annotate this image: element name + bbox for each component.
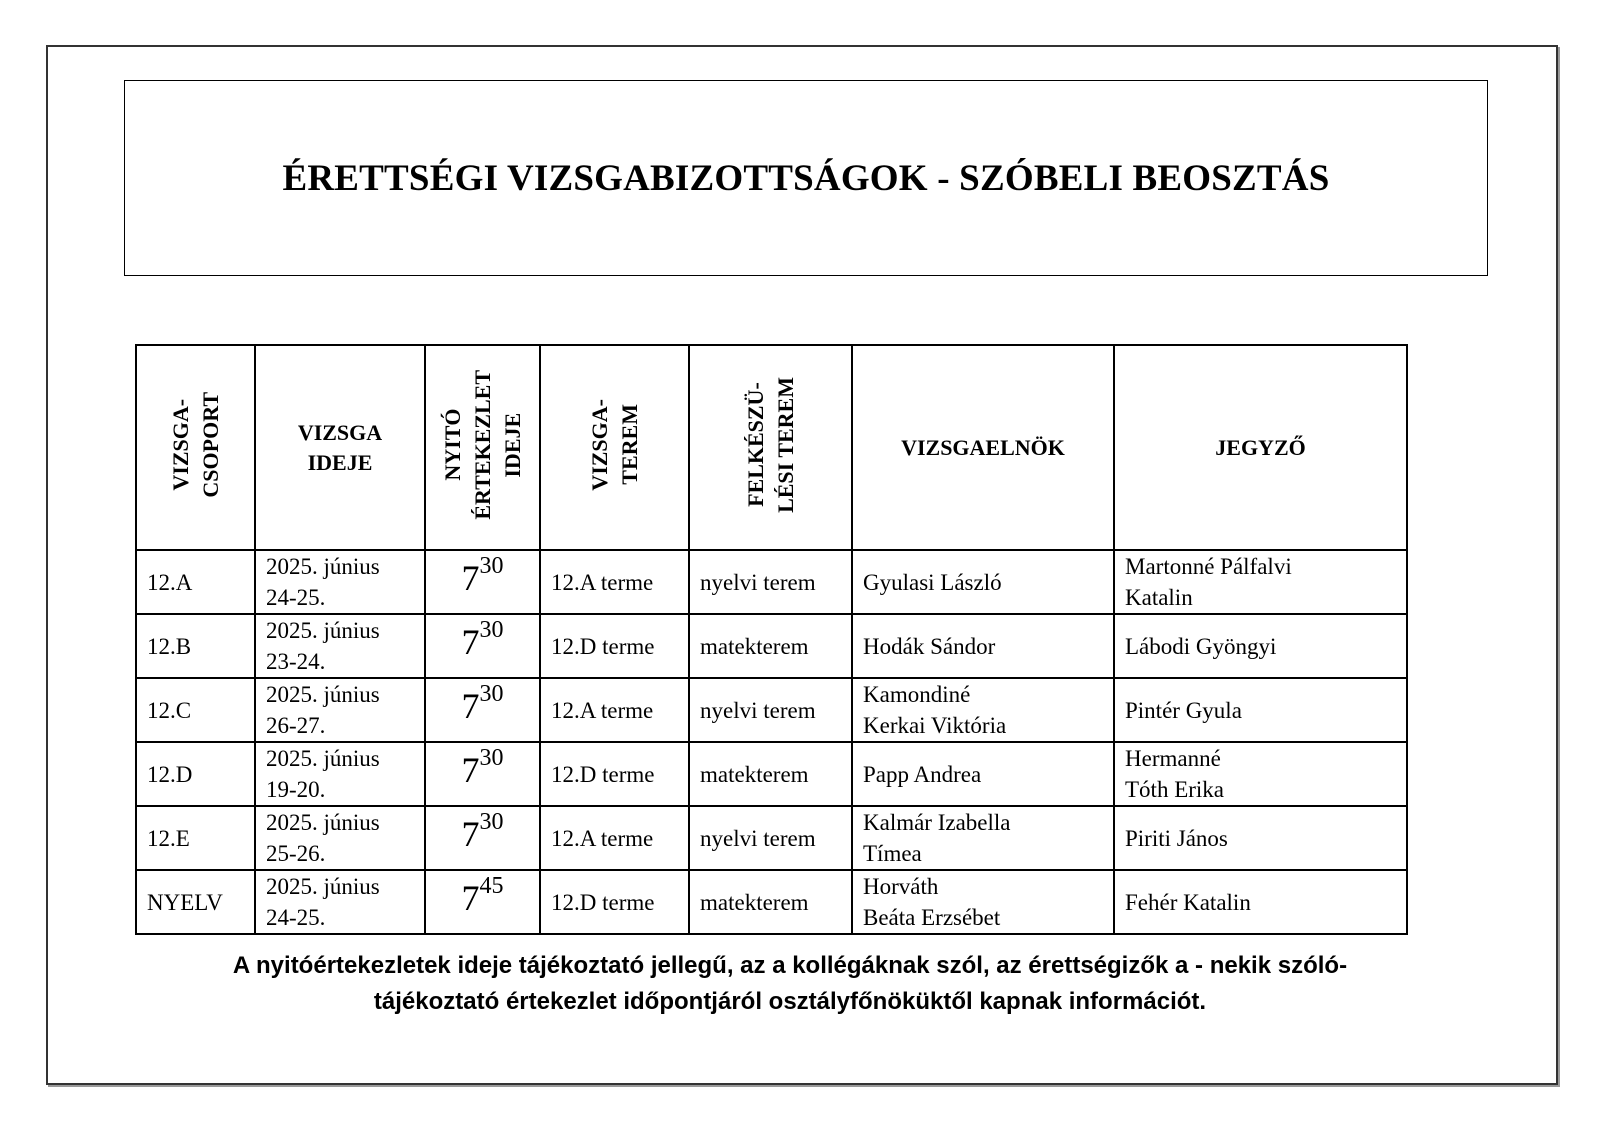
- cell-opening-time: [425, 678, 540, 742]
- table-row: [136, 870, 1407, 934]
- cell-date: 2025. június 24-25.: [255, 870, 425, 934]
- time-minute: 30: [479, 553, 504, 579]
- cell-group: 12.C: [136, 678, 255, 742]
- cell-group: 12.D: [136, 742, 255, 806]
- schedule-table: [135, 344, 1408, 935]
- time-minute: 45: [479, 873, 504, 899]
- time-hour: 7: [461, 622, 480, 662]
- header-clerk: JEGYZŐ: [1114, 345, 1407, 550]
- cell-date: 2025. június 19-20.: [255, 742, 425, 806]
- cell-room: 12.D terme: [540, 742, 689, 806]
- table-header-row: [136, 345, 1407, 550]
- cell-prep-room: nyelvi terem: [689, 806, 852, 870]
- time-minute: 30: [479, 617, 504, 643]
- cell-opening-time: [425, 550, 540, 614]
- time-minute: 30: [479, 809, 504, 835]
- cell-clerk: Lábodi Gyöngyi: [1114, 614, 1407, 678]
- cell-chair: Horváth Beáta Erzsébet: [852, 870, 1114, 934]
- time-hour: 7: [461, 878, 480, 918]
- cell-clerk: Martonné Pálfalvi Katalin: [1114, 550, 1407, 614]
- cell-clerk: Hermanné Tóth Erika: [1114, 742, 1407, 806]
- time-hour: 7: [461, 750, 480, 790]
- cell-opening-time: [425, 806, 540, 870]
- cell-opening-time: [425, 742, 540, 806]
- time-hour: 7: [461, 558, 480, 598]
- page-title: ÉRETTSÉGI VIZSGABIZOTTSÁGOK - SZÓBELI BEOSZTÁS: [282, 157, 1330, 199]
- cell-prep-room: matekterem: [689, 614, 852, 678]
- time-minute: 30: [479, 681, 504, 707]
- header-exam-chair: VIZSGAELNÖK: [852, 345, 1114, 550]
- time-hour: 7: [461, 686, 480, 726]
- cell-clerk: Fehér Katalin: [1114, 870, 1407, 934]
- cell-room: 12.D terme: [540, 870, 689, 934]
- header-prep-room: FELKÉSZÜ- LÉSI TEREM: [689, 345, 852, 550]
- cell-chair: Kamondiné Kerkai Viktória: [852, 678, 1114, 742]
- time-hour: 7: [461, 814, 480, 854]
- header-exam-date: VIZSGA IDEJE: [255, 345, 425, 550]
- cell-date: 2025. június 23-24.: [255, 614, 425, 678]
- table-row: [136, 678, 1407, 742]
- title-box: [124, 80, 1488, 276]
- table-row: [136, 614, 1407, 678]
- cell-chair: Gyulasi László: [852, 550, 1114, 614]
- cell-group: 12.E: [136, 806, 255, 870]
- cell-chair: Papp Andrea: [852, 742, 1114, 806]
- cell-room: 12.D terme: [540, 614, 689, 678]
- cell-chair: Kalmár Izabella Tímea: [852, 806, 1114, 870]
- header-exam-group: VIZSGA- CSOPORT: [136, 345, 255, 550]
- cell-clerk: Piriti János: [1114, 806, 1407, 870]
- cell-prep-room: nyelvi terem: [689, 550, 852, 614]
- cell-date: 2025. június 26-27.: [255, 678, 425, 742]
- cell-chair: Hodák Sándor: [852, 614, 1114, 678]
- header-exam-room: VIZSGA- TEREM: [540, 345, 689, 550]
- cell-clerk: Pintér Gyula: [1114, 678, 1407, 742]
- cell-room: 12.A terme: [540, 678, 689, 742]
- cell-room: 12.A terme: [540, 806, 689, 870]
- cell-group: NYELV: [136, 870, 255, 934]
- cell-room: 12.A terme: [540, 550, 689, 614]
- cell-opening-time: [425, 870, 540, 934]
- header-opening-meeting-time: NYITÓ ÉRTEKEZLET IDEJE: [425, 345, 540, 550]
- cell-date: 2025. június 25-26.: [255, 806, 425, 870]
- cell-prep-room: nyelvi terem: [689, 678, 852, 742]
- info-note: A nyitóértekezletek ideje tájékoztató jellegű, az a kollégáknak szól, az érettségizők a - nekik szóló- tájékoztató értekezlet időpontjáról osztályfőnöküktől kapnak információt.: [232, 952, 1348, 1015]
- cell-prep-room: matekterem: [689, 742, 852, 806]
- time-minute: 30: [479, 745, 504, 771]
- cell-prep-room: matekterem: [689, 870, 852, 934]
- table-row: [136, 806, 1407, 870]
- cell-group: 12.A: [136, 550, 255, 614]
- table-row: [136, 742, 1407, 806]
- cell-group: 12.B: [136, 614, 255, 678]
- cell-date: 2025. június 24-25.: [255, 550, 425, 614]
- cell-opening-time: [425, 614, 540, 678]
- table-row: [136, 550, 1407, 614]
